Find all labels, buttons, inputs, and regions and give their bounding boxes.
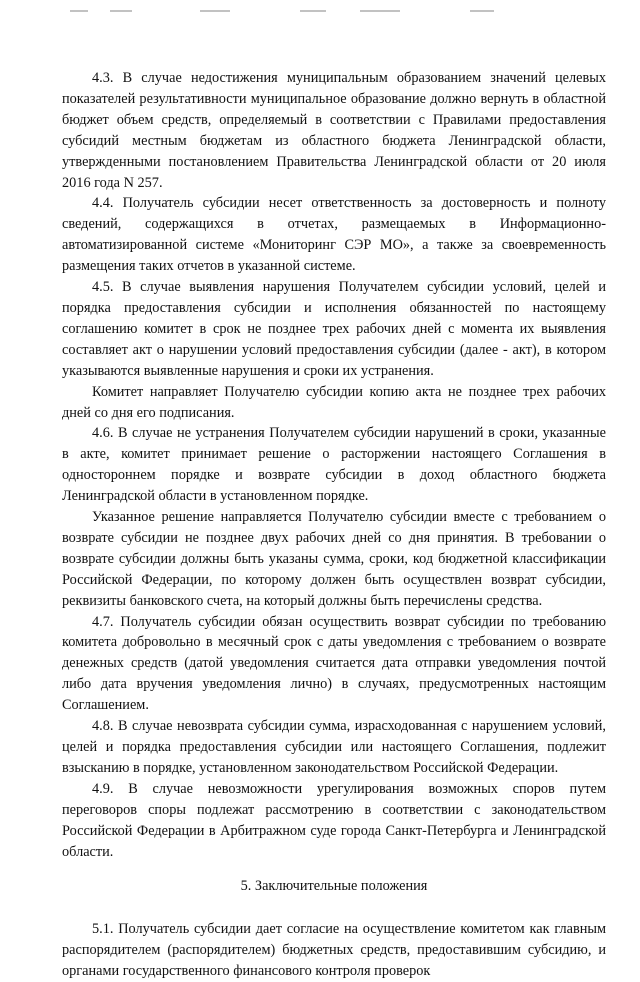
- paragraph-return-requirement: Указанное решение направляется Получателю субсидии вместе с требованием о возврате субсидии не позднее двух рабочих дней со дня принятия. В требовании о возврате субсидии должны быть указаны сумма, сроки, код бюджетной классификации Российской Федерации, по которому должен быть осуществлен возврат субсидии, реквизиты банковского счета, на который должны быть перечислены средства.: [62, 509, 606, 609]
- scan-artifact: [110, 10, 132, 12]
- paragraph-4-9: 4.9. В случае невозможности урегулирования возможных споров путем переговоров споры подлежат рассмотрению в соответствии с законодательством Российской Федерации в Арбитражном суде города Санкт-Петербурга и Ленинградской области.: [62, 780, 606, 860]
- scan-artifact: [470, 10, 494, 12]
- paragraph-4-5: 4.5. В случае выявления нарушения Получателем субсидии условий, целей и порядка предоставления субсидии и исполнения обязанностей по настоящему соглашению комитет в срок не позднее трех рабочих дней с момента их выявления составляет акт о нарушении условий предоставления субсидии (далее - акт), в котором указываются выявленные нарушения и сроки их устранения.: [62, 279, 606, 379]
- paragraph-act-notice: Комитет направляет Получателю субсидии копию акта не позднее трех рабочих дней со дня его подписания.: [62, 383, 606, 421]
- paragraph-5-1: 5.1. Получатель субсидии дает согласие на осуществление комитетом как главным распорядителем (распорядителем) бюджетных средств, предоставившим субсидию, и органами государственного финансового контроля проверок: [62, 921, 606, 980]
- paragraph-4-8: 4.8. В случае невозврата субсидии сумма, израсходованная с нарушением условий, целей и порядка предоставления субсидии или настоящего Соглашения, подлежит взысканию в порядке, установленном законодательством Российской Федерации.: [62, 718, 606, 776]
- paragraph-4-6: 4.6. В случае не устранения Получателем субсидии нарушений в сроки, указанные в акте, комитет принимает решение о расторжении настоящего Соглашения в одностороннем порядке и возврате субсидии в доход областного бюджета Ленинградской области в установленном порядке.: [62, 425, 606, 505]
- section-heading: 5. Заключительные положения: [240, 878, 428, 895]
- paragraph-4-7: 4.7. Получатель субсидии обязан осуществить возврат субсидии по требованию комитета добровольно в месячный срок с даты уведомления с требованием о возврате денежных средств (датой уведомления считается дата отправки уведомления почтой либо дата вручения уведомления лично) в случаях, предусмотренных настоящим Соглашением.: [62, 613, 606, 714]
- document-body: [62, 68, 606, 982]
- scan-artifact: [360, 10, 400, 12]
- paragraph-4-3: 4.3. В случае недостижения муниципальным образованием значений целевых показателей результативности муниципальное образование должно вернуть в областной бюджет объем средств, определяемый в соответствии с Правилами предоставления субсидий местным бюджетам из областного бюджета Ленинградской области, утвержденными постановлением Правительства Ленинградской области от 20 июля 2016 года N 257.: [62, 70, 606, 191]
- scan-artifact: [70, 10, 88, 12]
- scan-artifact: [300, 10, 326, 12]
- scan-artifact: [200, 10, 230, 12]
- paragraph-4-4: 4.4. Получатель субсидии несет ответственность за достоверность и полноту сведений, содержащихся в отчетах, размещаемых в Информационно-автоматизированной системе «Мониторинг СЭР МО», а также за своевременность размещения таких отчетов в указанной системе.: [62, 195, 606, 275]
